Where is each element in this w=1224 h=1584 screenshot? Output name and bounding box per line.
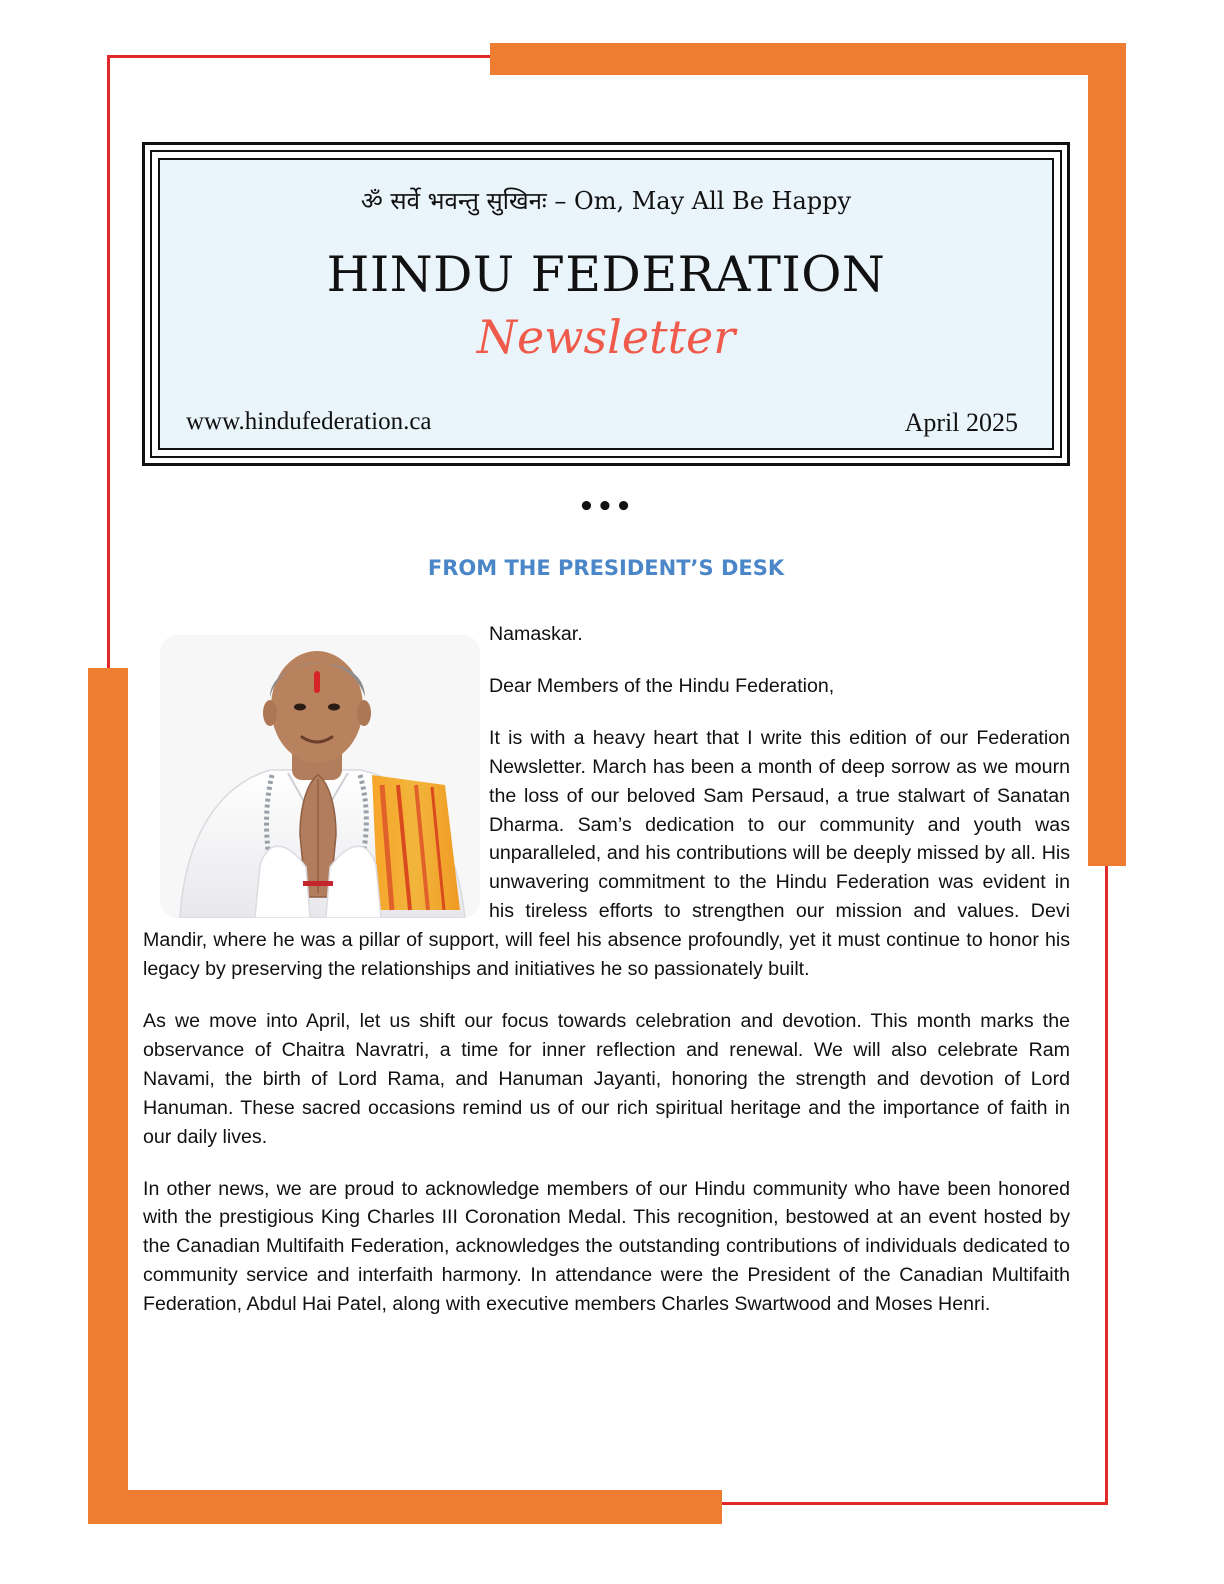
greeting: Namaskar. (489, 623, 583, 645)
website-link[interactable]: www.hindufederation.ca (186, 408, 432, 435)
paragraph-3: In other news, we are proud to acknowledge members of our Hindu community who have been honored with the prestigious King Charles III Coronation Medal. This recognition, bestowed at an event hosted by the Canadian Multifaith Federation, acknowledges the outstanding contributions of individuals dedicated to community service and interfaith harmony. In attendance were the President of the Canadian Multifaith Federation, Abdul Hai Patel, along with executive members Charles Swartwood and Moses Henri. (143, 1177, 1070, 1316)
newsletter-masthead (142, 142, 1070, 466)
orange-frame-bottom (88, 1490, 722, 1524)
newsletter-subtitle: Newsletter (476, 310, 736, 364)
orange-frame-top (490, 43, 1126, 75)
masthead-panel (158, 158, 1054, 450)
paragraph-2: As we move into April, let us shift our focus towards celebration and devotion. This month marks the observance of Chaitra Navratri, a time for inner reflection and renewal. We will also celebrate Ram Navami, the birth of Lord Rama, and Hanuman Jayanti, honoring the strength and devotion of Lord Hanuman. These sacred occasions remind us of our rich spiritual heritage and the importance of faith in our daily lives. (143, 1009, 1070, 1148)
mantra-line: ॐ सर्वे भवन्तु सुखिनः – Om, May All Be Happy (360, 187, 852, 215)
salutation: Dear Members of the Hindu Federation, (489, 674, 835, 697)
masthead-inner-border (150, 150, 1062, 458)
issue-date: April 2025 (904, 408, 1018, 437)
photo-wrap-space (143, 620, 489, 922)
orange-frame-right (1088, 43, 1126, 866)
orange-frame-left (88, 668, 128, 1524)
newsletter-title: HINDU FEDERATION (326, 246, 886, 303)
paragraph-1: It is with a heavy heart that I write this edition of our Federation Newsletter. March has been a month of deep sorrow as we mourn the loss of our beloved Sam Persaud, a true stalwart of Sanatan Dharma. Sam’s dedication to our community and youth was unparalleled, and his contributions will be deeply missed by all. His unwavering commitment to the Hindu Federation was evident in his tireless efforts to strengthen our mission and values. Devi Mandir, where he was a pillar of support, will feel his absence profoundly, yet it must continue to honor his legacy by preserving the relationships and initiatives he so passionately built. (143, 726, 1070, 981)
section-divider: ••• (578, 492, 634, 522)
section-heading: FROM THE PRESIDENT’S DESK (427, 556, 785, 580)
president-message (143, 620, 1070, 1342)
